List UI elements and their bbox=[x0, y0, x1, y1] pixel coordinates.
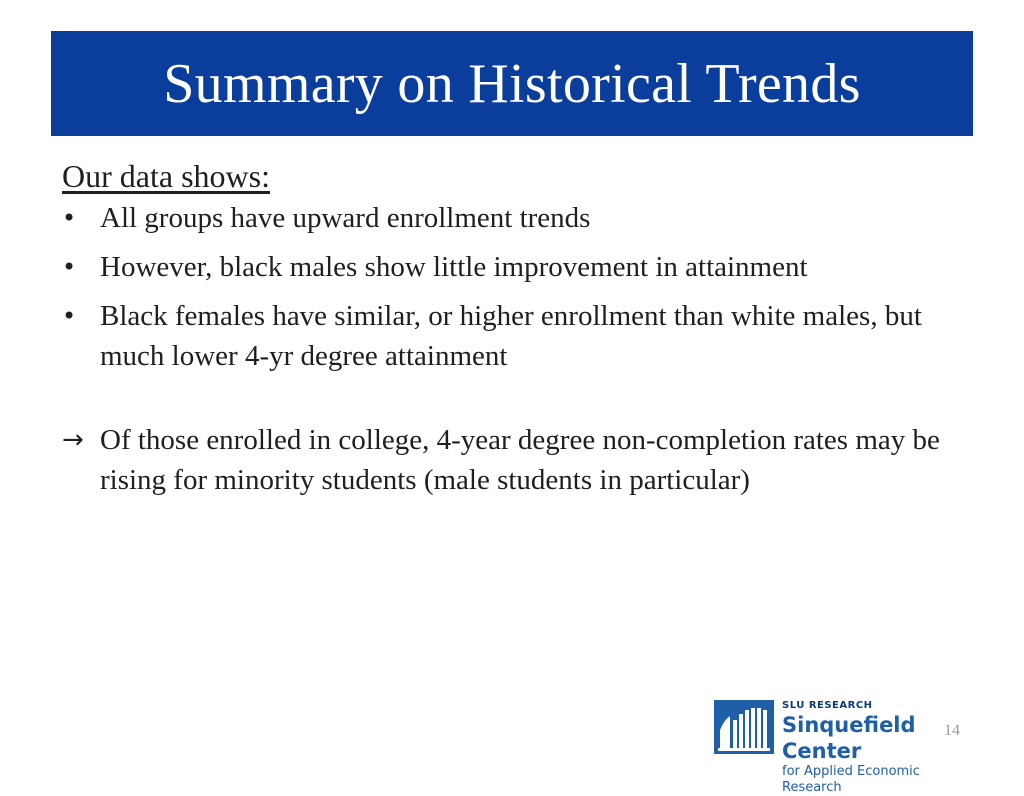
logo-text bbox=[782, 700, 982, 796]
title-bar bbox=[51, 31, 973, 136]
arrow-right-icon: → bbox=[62, 425, 84, 455]
building-columns-icon bbox=[714, 700, 774, 754]
logo-kicker: SLU RESEARCH bbox=[782, 700, 873, 711]
bullet-glyph: • bbox=[62, 253, 77, 281]
conclusion-text: Of those enrolled in college, 4-year degree non-completion rates may be rising for minority students (male students in particular) bbox=[100, 424, 940, 496]
logo-mark-graphic bbox=[714, 700, 774, 754]
bullet-text: All groups have upward enrollment trends bbox=[100, 202, 591, 234]
bullet-list bbox=[62, 198, 982, 376]
bullet-text: Black females have similar, or higher enrollment than white males, but much lower 4-yr degree attainment bbox=[100, 300, 922, 372]
bullet-text: However, black males show little improvement in attainment bbox=[100, 251, 808, 283]
bullet-item bbox=[62, 296, 982, 376]
conclusion bbox=[62, 420, 982, 500]
bullet-item bbox=[62, 198, 982, 238]
bullet-item bbox=[62, 247, 982, 287]
bullet-glyph: • bbox=[62, 302, 77, 330]
logo-tagline: for Applied Economic Research bbox=[782, 764, 920, 795]
slide-title: Summary on Historical Trends bbox=[163, 52, 861, 115]
logo-name: Sinquefield Center bbox=[782, 713, 916, 763]
sinquefield-center-logo bbox=[714, 700, 982, 795]
slide-content bbox=[62, 156, 982, 500]
page-number: 14 bbox=[944, 722, 960, 739]
intro-heading: Our data shows: bbox=[62, 158, 270, 194]
bullet-glyph: • bbox=[62, 204, 77, 232]
